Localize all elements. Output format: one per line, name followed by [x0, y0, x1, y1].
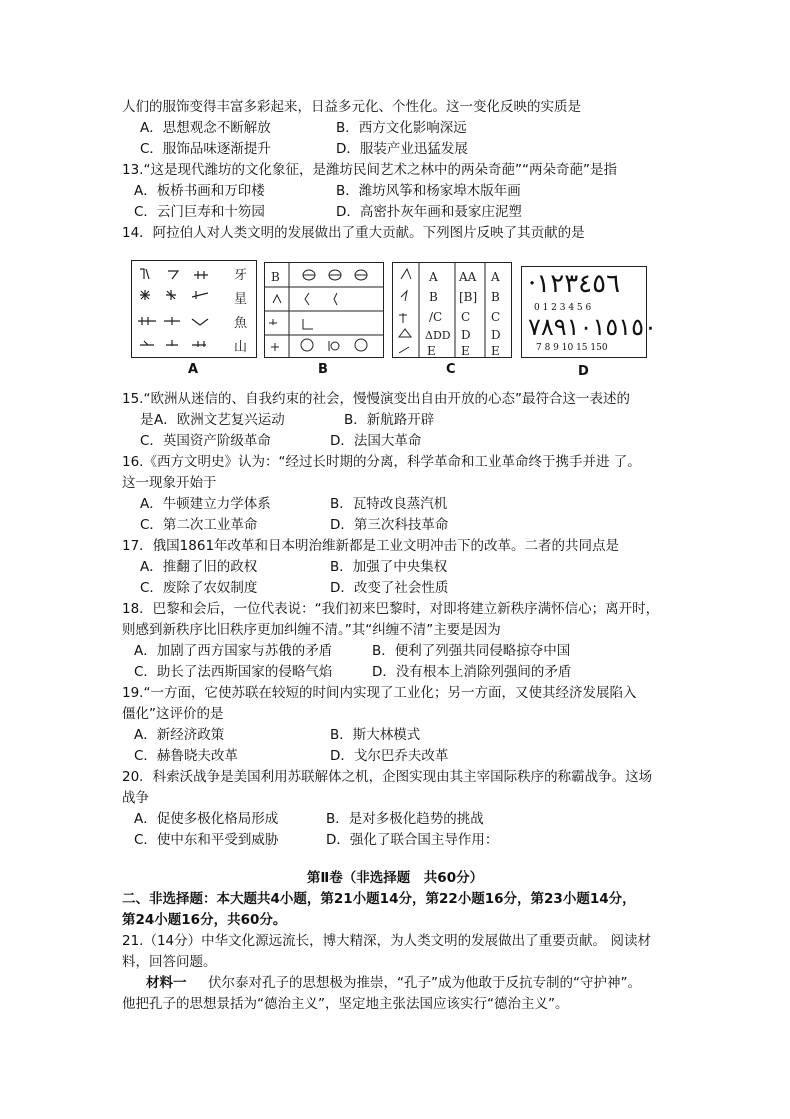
q12-option-b: B．西方文化影响深远 [336, 120, 467, 136]
svg-text:星: 星 [234, 292, 248, 307]
q19-stem: 19.“一方面，它使苏联在较短的时间内实现了工业化；另一方面，又使其经济发展陷入 [122, 685, 637, 701]
figure-a-label: A [188, 362, 199, 377]
figure-d-label: D [578, 364, 589, 379]
q14-stem: 14．阿拉伯人对人类文明的发展做出了重大贡献。下列图片反映了其贡献的是 [122, 225, 585, 241]
q16-option-a: A．牛顿建立力学体系 [140, 496, 271, 512]
q20-stem-cont: 战争 [122, 790, 149, 806]
q18-option-d: D．没有根本上消除列强间的矛盾 [372, 664, 572, 680]
figure-c-letter-e: E [427, 344, 436, 357]
figure-c-letter-a: A [429, 270, 438, 284]
figure-a-table-svg [132, 261, 256, 357]
q17-option-d: D．改变了社会性质 [330, 580, 449, 596]
q15-option-c: C．英国资产阶级革命 [140, 433, 271, 449]
q19-option-b: B．斯大林模式 [330, 727, 421, 743]
figure-d-bottom-numbers: 7 8 9 10 15 150 [536, 343, 608, 353]
q16-stem-cont: 这一现象开始于 [122, 475, 217, 491]
q18-stem: 18．巴黎和会后，一位代表说：“我们初来巴黎时，对即将建立新秩序满怀信心；离开时， [122, 601, 660, 617]
figure-d-top-glyphs: ·١٢٣٤٥٦ [528, 269, 621, 299]
q19-option-d: D．戈尔巴乔夫改革 [330, 748, 449, 764]
q16-option-b: B．瓦特改良蒸汽机 [330, 496, 448, 512]
figure-d-top-numbers: 0 1 2 3 4 5 6 [534, 303, 592, 313]
figure-c-letter-c: C [461, 310, 471, 324]
q18-option-b: B．便利了列强共同侵略掠夺中国 [372, 643, 571, 659]
q12-stem: 人们的服饰变得丰富多彩起来，日益多元化、个性化。这一变化反映的实质是 [122, 99, 581, 115]
q12-option-c: C．服饰品味逐渐提升 [140, 141, 271, 157]
figure-c-letter-c0: /C [429, 310, 443, 324]
figure-d-panel [521, 266, 657, 358]
figure-c-letter-aa: AA [459, 270, 477, 284]
q20-option-c: C．使中东和平受到威胁 [134, 832, 279, 848]
figure-c-panel [392, 262, 512, 358]
q19-option-a: A．新经济政策 [134, 727, 225, 743]
q18-option-a: A．加剧了西方国家与苏俄的矛盾 [134, 643, 333, 659]
figure-c-letter-d0: ΔDD [425, 329, 451, 342]
figure-c-letter-c2: C [491, 310, 501, 324]
q15-option-a: A．欧洲文艺复兴运动 [154, 412, 285, 428]
q15-stem-cont: 是 [140, 412, 154, 428]
q18-stem-cont: 则感到新秩序比旧秩序更加纠缠不清。”其“纠缠不清”主要是因为 [122, 622, 501, 638]
section2-heading-line1: 二、非选择题：本大题共4小题，第21小题14分，第22小题16分，第23小题14分， [122, 891, 636, 907]
q21-material-line1: 伏尔泰对孔子的思想极为推崇，“孔子”成为他敢于反抗专制的“守护神”。 [208, 975, 641, 991]
figure-c-letter-a2: A [491, 270, 500, 284]
q15-stem: 15.“欧洲从迷信的、自我约束的社会，慢慢演变出自由开放的心态”最符合这一表述的 [122, 391, 630, 407]
q13-option-d: D．高密扑灰年画和聂家庄泥塑 [336, 204, 522, 220]
q19-option-c: C．赫鲁晓夫改革 [134, 748, 238, 764]
figure-b-header: B [271, 270, 280, 284]
q17-option-c: C．废除了农奴制度 [140, 580, 258, 596]
q20-option-a: A．促使多极化格局形成 [134, 811, 279, 827]
figure-d-bottom-glyphs: ٧٨٩١٠١٥١٥٠ [528, 313, 657, 341]
q21-material-label: 材料一 [146, 975, 187, 991]
figure-b-table-svg [265, 263, 383, 357]
q17-stem: 17．俄国1861年改革和日本明治维新都是工业文明冲击下的改革。二者的共同点是 [122, 538, 620, 554]
figure-c-letter-e1: E [461, 344, 470, 357]
figure-c-table-svg [393, 263, 511, 357]
q17-option-b: B．加强了中央集权 [330, 559, 448, 575]
q12-option-d: D．服装产业迅猛发展 [336, 141, 468, 157]
q20-stem: 20．科索沃战争是美国利用苏联解体之机，企图实现由其主宰国际秩序的称霸战争。这场 [122, 769, 653, 785]
q13-stem: 13.“这是现代潍坊的文化象征，是潍坊民间艺术之林中的两朵奇葩”“两朵奇葩”是指 [122, 162, 617, 178]
q19-stem-cont: 僵化”这评价的是 [122, 706, 224, 722]
q21-stem: 21.（14分）中华文化源远流长，博大精深，为人类文明的发展做出了重要贡献。 阅读材 [122, 933, 651, 949]
figure-c-letter-e2: E [491, 344, 500, 357]
q16-stem: 16.《西方文明史》认为：“经过长时期的分离，科学革命和工业革命终于携手并进 了。 [122, 454, 641, 470]
figure-b-label: B [318, 362, 328, 377]
q21-stem-cont: 料，回答问题。 [122, 954, 217, 970]
q13-option-a: A．板桥书画和万印楼 [134, 183, 265, 199]
q20-option-d: D．强化了联合国主导作用： [326, 832, 499, 848]
q17-option-a: A．推翻了旧的政权 [140, 559, 258, 575]
q21-material-line2: 他把孔子的思想景括为“德治主义”，坚定地主张法国应该实行“德治主义”。 [122, 996, 569, 1012]
figure-c-letter-bb: [B] [459, 290, 478, 304]
svg-text:山: 山 [234, 340, 248, 355]
q16-option-d: D．第三次科技革命 [330, 517, 449, 533]
svg-text:魚: 魚 [234, 316, 248, 331]
figure-c-label: C [446, 362, 456, 377]
q15-option-d: D．法国大革命 [330, 433, 422, 449]
figure-c-letter-d2: D [491, 328, 501, 342]
q13-option-b: B．潍坊风筝和杨家埠木版年画 [336, 183, 521, 199]
q16-option-c: C．第二次工业革命 [140, 517, 258, 533]
figure-c-letter-d: D [461, 328, 471, 342]
figure-b-panel [264, 262, 384, 358]
figure-c-letter-b: B [429, 290, 438, 304]
figure-c-letter-b2: B [491, 290, 500, 304]
q20-option-b: B．是对多极化趋势的挑战 [326, 811, 484, 827]
svg-text:牙: 牙 [234, 268, 248, 283]
section2-title: 第Ⅱ卷（非选择题 共60分） [306, 870, 484, 886]
figure-a-panel [131, 260, 257, 358]
q15-option-b: B．新航路开辟 [344, 412, 435, 428]
q18-option-c: C．助长了法西斯国家的侵略气焰 [134, 664, 333, 680]
q12-option-a: A．思想观念不断解放 [140, 120, 271, 136]
section2-heading-line2: 第24小题16分，共60分。 [122, 912, 287, 928]
q13-option-c: C．云门巨寿和十笏园 [134, 204, 265, 220]
